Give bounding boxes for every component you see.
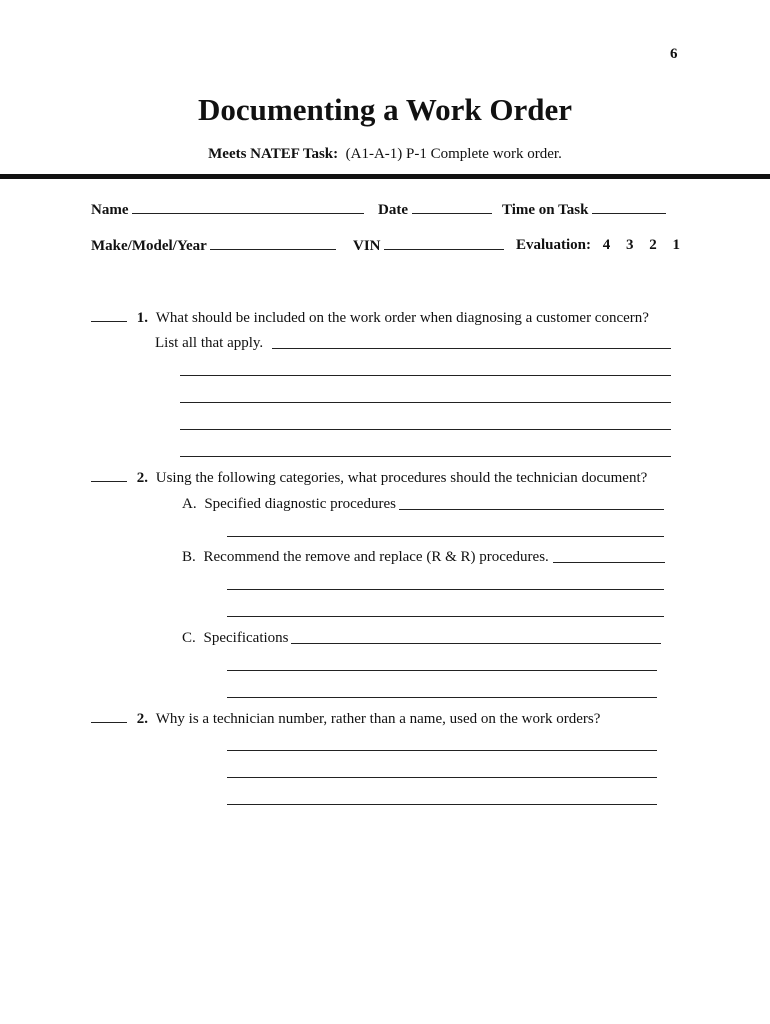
question-1-score-blank[interactable] xyxy=(91,309,127,322)
page-number: 6 xyxy=(670,46,678,62)
answer-line[interactable] xyxy=(227,697,657,698)
question-2-text: Using the following categories, what procedures should the technician document? xyxy=(155,470,648,486)
header-divider xyxy=(0,174,770,179)
task-text: (A1-A-1) P-1 Complete work order. xyxy=(345,146,562,162)
question-3-number: 2. xyxy=(136,711,148,727)
vin-label: VIN xyxy=(353,238,381,254)
answer-line[interactable] xyxy=(553,562,665,563)
subitem-a-text: Specified diagnostic procedures xyxy=(204,496,396,512)
evaluation-label: Evaluation: xyxy=(516,237,592,253)
question-2 xyxy=(91,469,647,487)
question-3 xyxy=(91,710,600,728)
task-subtitle xyxy=(0,146,770,163)
date-label: Date xyxy=(378,202,408,218)
answer-line[interactable] xyxy=(291,643,661,644)
answer-line[interactable] xyxy=(227,670,657,671)
answer-line[interactable] xyxy=(180,456,671,457)
score-4[interactable]: 4 xyxy=(602,237,611,253)
subitem-a-label: A. xyxy=(182,496,197,512)
question-1-number: 1. xyxy=(136,310,148,326)
question-2-score-blank[interactable] xyxy=(91,469,127,482)
subitem-b-label: B. xyxy=(182,549,196,565)
answer-line[interactable] xyxy=(227,777,657,778)
answer-line[interactable] xyxy=(227,536,664,537)
answer-line[interactable] xyxy=(227,616,664,617)
subitem-b xyxy=(182,549,549,566)
time-on-task-input-line[interactable] xyxy=(592,201,666,214)
answer-line[interactable] xyxy=(227,750,657,751)
question-1-text: What should be included on the work order when diagnosing a customer concern? xyxy=(155,310,649,326)
question-1 xyxy=(91,309,649,327)
task-label: Meets NATEF Task: xyxy=(208,146,339,162)
date-field xyxy=(378,201,492,219)
subitem-c xyxy=(182,630,289,647)
vin-field xyxy=(353,237,504,255)
vin-input-line[interactable] xyxy=(384,237,504,250)
answer-line[interactable] xyxy=(227,589,664,590)
name-field xyxy=(91,201,364,219)
answer-line[interactable] xyxy=(180,402,671,403)
answer-line[interactable] xyxy=(399,509,664,510)
time-on-task-label: Time on Task xyxy=(502,202,589,218)
make-model-year-input-line[interactable] xyxy=(210,237,336,250)
date-input-line[interactable] xyxy=(412,201,492,214)
question-2-number: 2. xyxy=(136,470,148,486)
answer-line[interactable] xyxy=(180,375,671,376)
question-3-text: Why is a technician number, rather than a name, used on the work orders? xyxy=(155,711,601,727)
question-3-score-blank[interactable] xyxy=(91,710,127,723)
subitem-a xyxy=(182,496,396,513)
answer-line[interactable] xyxy=(180,429,671,430)
time-on-task-field xyxy=(502,201,666,219)
score-2[interactable]: 2 xyxy=(649,237,657,253)
subitem-c-text: Specifications xyxy=(203,630,289,646)
score-3[interactable]: 3 xyxy=(626,237,634,253)
name-input-line[interactable] xyxy=(132,201,364,214)
page-title: Documenting a Work Order xyxy=(198,92,572,127)
make-model-year-label: Make/Model/Year xyxy=(91,238,207,254)
evaluation-field xyxy=(516,237,680,254)
subitem-c-label: C. xyxy=(182,630,196,646)
subitem-b-text: Recommend the remove and replace (R & R) procedures. xyxy=(203,549,549,565)
answer-line[interactable] xyxy=(227,804,657,805)
question-1-subtext: List all that apply. xyxy=(155,335,264,351)
answer-line[interactable] xyxy=(272,348,671,349)
make-model-year-field xyxy=(91,237,336,255)
score-1[interactable]: 1 xyxy=(672,237,681,253)
name-label: Name xyxy=(91,202,129,218)
